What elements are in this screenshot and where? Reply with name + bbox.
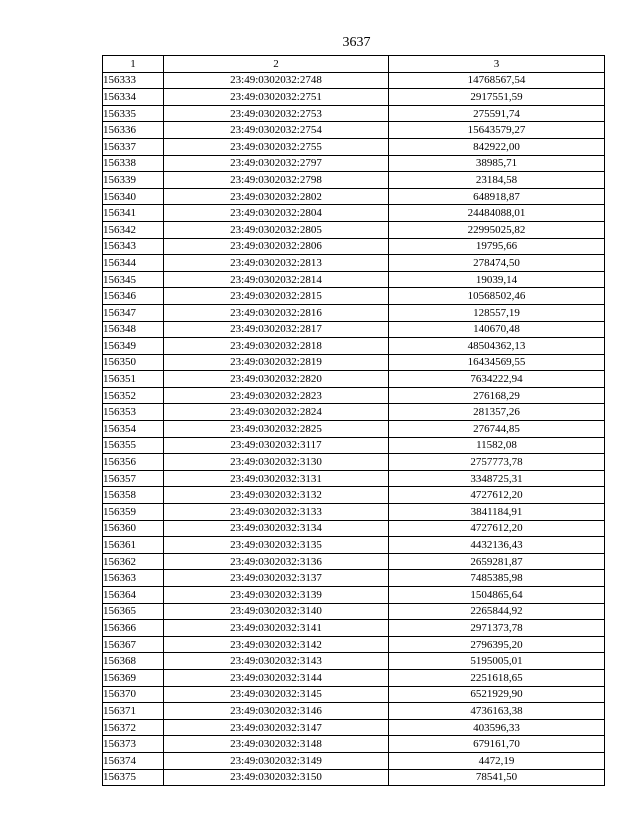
- table-row: [103, 437, 605, 454]
- row-number-cell: 156338: [103, 155, 164, 172]
- cadastral-value-cell: 16434569,55: [389, 354, 605, 371]
- cadastral-number-cell: 23:49:0302032:2806: [164, 238, 389, 255]
- table-row: [103, 155, 605, 172]
- row-number-cell: 156368: [103, 653, 164, 670]
- cadastral-value-cell: 3841184,91: [389, 504, 605, 521]
- cadastral-value-cell: 23184,58: [389, 172, 605, 189]
- cadastral-number-cell: 23:49:0302032:2817: [164, 321, 389, 338]
- row-number-cell: 156354: [103, 421, 164, 438]
- table-row: [103, 686, 605, 703]
- row-number-cell: 156369: [103, 669, 164, 686]
- row-number-cell: 156344: [103, 255, 164, 272]
- table-row: [103, 454, 605, 471]
- page-number: 3637: [342, 35, 371, 50]
- cadastral-value-cell: 10568502,46: [389, 288, 605, 305]
- cadastral-value-cell: 2757773,78: [389, 454, 605, 471]
- cadastral-number-cell: 23:49:0302032:3146: [164, 703, 389, 720]
- table-row: [103, 421, 605, 438]
- table-row: [103, 138, 605, 155]
- table-row: [103, 653, 605, 670]
- cadastral-number-cell: 23:49:0302032:2823: [164, 387, 389, 404]
- cadastral-number-cell: 23:49:0302032:3149: [164, 752, 389, 769]
- table-row: [103, 719, 605, 736]
- cadastral-number-cell: 23:49:0302032:3150: [164, 769, 389, 786]
- row-number-cell: 156345: [103, 271, 164, 288]
- table-row: [103, 504, 605, 521]
- table-row: [103, 520, 605, 537]
- cadastral-value-cell: 38985,71: [389, 155, 605, 172]
- row-number-cell: 156336: [103, 122, 164, 139]
- row-number-cell: 156337: [103, 138, 164, 155]
- table-row: [103, 122, 605, 139]
- row-number-cell: 156374: [103, 752, 164, 769]
- cadastral-number-cell: 23:49:0302032:3139: [164, 587, 389, 604]
- cadastral-number-cell: 23:49:0302032:2815: [164, 288, 389, 305]
- table-row: [103, 338, 605, 355]
- cadastral-number-cell: 23:49:0302032:2816: [164, 304, 389, 321]
- table-row: [103, 205, 605, 222]
- row-number-cell: 156340: [103, 188, 164, 205]
- row-number-cell: 156349: [103, 338, 164, 355]
- cadastral-number-cell: 23:49:0302032:3133: [164, 504, 389, 521]
- cadastral-value-cell: 276744,85: [389, 421, 605, 438]
- cadastral-value-cell: 2659281,87: [389, 553, 605, 570]
- row-number-cell: 156334: [103, 89, 164, 106]
- row-number-cell: 156357: [103, 470, 164, 487]
- cadastral-number-cell: 23:49:0302032:3137: [164, 570, 389, 587]
- table-row: [103, 72, 605, 89]
- cadastral-value-cell: 2796395,20: [389, 636, 605, 653]
- cadastral-number-cell: 23:49:0302032:2825: [164, 421, 389, 438]
- cadastral-number-cell: 23:49:0302032:2798: [164, 172, 389, 189]
- table-row: [103, 89, 605, 106]
- table-row: [103, 587, 605, 604]
- cadastral-number-cell: 23:49:0302032:2813: [164, 255, 389, 272]
- table-row: [103, 752, 605, 769]
- cadastral-number-cell: 23:49:0302032:3132: [164, 487, 389, 504]
- cadastral-number-cell: 23:49:0302032:3141: [164, 620, 389, 637]
- row-number-cell: 156373: [103, 736, 164, 753]
- cadastral-value-cell: 4432136,43: [389, 537, 605, 554]
- cadastral-value-cell: 1504865,64: [389, 587, 605, 604]
- cadastral-value-cell: 11582,08: [389, 437, 605, 454]
- cadastral-number-cell: 23:49:0302032:2751: [164, 89, 389, 106]
- table-row: [103, 371, 605, 388]
- cadastral-number-cell: 23:49:0302032:2805: [164, 221, 389, 238]
- row-number-cell: 156350: [103, 354, 164, 371]
- cadastral-value-cell: 4472,19: [389, 752, 605, 769]
- cadastral-number-cell: 23:49:0302032:2814: [164, 271, 389, 288]
- cadastral-value-cell: 648918,87: [389, 188, 605, 205]
- row-number-cell: 156366: [103, 620, 164, 637]
- cadastral-value-cell: 19039,14: [389, 271, 605, 288]
- cadastral-value-cell: 7485385,98: [389, 570, 605, 587]
- cadastral-number-cell: 23:49:0302032:3130: [164, 454, 389, 471]
- cadastral-number-cell: 23:49:0302032:2819: [164, 354, 389, 371]
- cadastral-value-table: [102, 55, 605, 786]
- row-number-cell: 156367: [103, 636, 164, 653]
- row-number-cell: 156360: [103, 520, 164, 537]
- row-number-cell: 156339: [103, 172, 164, 189]
- cadastral-value-cell: 78541,50: [389, 769, 605, 786]
- table-row: [103, 470, 605, 487]
- table-row: [103, 172, 605, 189]
- row-number-cell: 156370: [103, 686, 164, 703]
- cadastral-number-cell: 23:49:0302032:3147: [164, 719, 389, 736]
- cadastral-value-cell: 4727612,20: [389, 520, 605, 537]
- table-header-row: [103, 56, 605, 73]
- cadastral-number-cell: 23:49:0302032:2797: [164, 155, 389, 172]
- row-number-cell: 156352: [103, 387, 164, 404]
- column-header-3: 3: [389, 56, 605, 73]
- row-number-cell: 156333: [103, 72, 164, 89]
- row-number-cell: 156356: [103, 454, 164, 471]
- table-row: [103, 321, 605, 338]
- table-row: [103, 537, 605, 554]
- row-number-cell: 156335: [103, 105, 164, 122]
- row-number-cell: 156341: [103, 205, 164, 222]
- table-row: [103, 487, 605, 504]
- cadastral-value-cell: 679161,70: [389, 736, 605, 753]
- cadastral-number-cell: 23:49:0302032:3140: [164, 603, 389, 620]
- row-number-cell: 156353: [103, 404, 164, 421]
- cadastral-number-cell: 23:49:0302032:3135: [164, 537, 389, 554]
- cadastral-number-cell: 23:49:0302032:2820: [164, 371, 389, 388]
- cadastral-number-cell: 23:49:0302032:2754: [164, 122, 389, 139]
- table-row: [103, 620, 605, 637]
- table-row: [103, 703, 605, 720]
- cadastral-value-cell: 128557,19: [389, 304, 605, 321]
- row-number-cell: 156363: [103, 570, 164, 587]
- row-number-cell: 156371: [103, 703, 164, 720]
- table-row: [103, 669, 605, 686]
- cadastral-value-cell: 7634222,94: [389, 371, 605, 388]
- cadastral-number-cell: 23:49:0302032:3134: [164, 520, 389, 537]
- cadastral-number-cell: 23:49:0302032:3117: [164, 437, 389, 454]
- table-row: [103, 354, 605, 371]
- cadastral-value-cell: 24484088,01: [389, 205, 605, 222]
- row-number-cell: 156346: [103, 288, 164, 305]
- table-row: [103, 221, 605, 238]
- table-row: [103, 769, 605, 786]
- cadastral-value-cell: 278474,50: [389, 255, 605, 272]
- table-row: [103, 387, 605, 404]
- table-row: [103, 636, 605, 653]
- table-row: [103, 570, 605, 587]
- cadastral-value-cell: 281357,26: [389, 404, 605, 421]
- table-row: [103, 238, 605, 255]
- cadastral-value-cell: 2251618,65: [389, 669, 605, 686]
- table-row: [103, 188, 605, 205]
- table-row: [103, 603, 605, 620]
- cadastral-value-cell: 4727612,20: [389, 487, 605, 504]
- row-number-cell: 156348: [103, 321, 164, 338]
- cadastral-value-cell: 19795,66: [389, 238, 605, 255]
- cadastral-number-cell: 23:49:0302032:3142: [164, 636, 389, 653]
- row-number-cell: 156362: [103, 553, 164, 570]
- table-row: [103, 736, 605, 753]
- row-number-cell: 156361: [103, 537, 164, 554]
- cadastral-value-cell: 15643579,27: [389, 122, 605, 139]
- row-number-cell: 156351: [103, 371, 164, 388]
- cadastral-value-cell: 842922,00: [389, 138, 605, 155]
- cadastral-number-cell: 23:49:0302032:2755: [164, 138, 389, 155]
- row-number-cell: 156372: [103, 719, 164, 736]
- cadastral-number-cell: 23:49:0302032:2802: [164, 188, 389, 205]
- cadastral-value-cell: 3348725,31: [389, 470, 605, 487]
- cadastral-value-cell: 6521929,90: [389, 686, 605, 703]
- cadastral-number-cell: 23:49:0302032:3136: [164, 553, 389, 570]
- cadastral-value-cell: 275591,74: [389, 105, 605, 122]
- cadastral-number-cell: 23:49:0302032:2818: [164, 338, 389, 355]
- cadastral-value-cell: 403596,33: [389, 719, 605, 736]
- row-number-cell: 156358: [103, 487, 164, 504]
- cadastral-value-cell: 4736163,38: [389, 703, 605, 720]
- cadastral-number-cell: 23:49:0302032:2748: [164, 72, 389, 89]
- cadastral-number-cell: 23:49:0302032:3145: [164, 686, 389, 703]
- cadastral-number-cell: 23:49:0302032:3131: [164, 470, 389, 487]
- cadastral-value-cell: 5195005,01: [389, 653, 605, 670]
- row-number-cell: 156359: [103, 504, 164, 521]
- cadastral-value-cell: 2971373,78: [389, 620, 605, 637]
- cadastral-value-cell: 2917551,59: [389, 89, 605, 106]
- column-header-2: 2: [164, 56, 389, 73]
- table-row: [103, 304, 605, 321]
- table-row: [103, 255, 605, 272]
- cadastral-value-cell: 2265844,92: [389, 603, 605, 620]
- cadastral-number-cell: 23:49:0302032:3144: [164, 669, 389, 686]
- cadastral-value-cell: 48504362,13: [389, 338, 605, 355]
- table-row: [103, 105, 605, 122]
- cadastral-number-cell: 23:49:0302032:2824: [164, 404, 389, 421]
- table-row: [103, 271, 605, 288]
- cadastral-value-cell: 276168,29: [389, 387, 605, 404]
- cadastral-number-cell: 23:49:0302032:2804: [164, 205, 389, 222]
- row-number-cell: 156355: [103, 437, 164, 454]
- table-row: [103, 404, 605, 421]
- table-body: [103, 72, 605, 786]
- cadastral-value-cell: 22995025,82: [389, 221, 605, 238]
- row-number-cell: 156343: [103, 238, 164, 255]
- row-number-cell: 156364: [103, 587, 164, 604]
- table-row: [103, 288, 605, 305]
- row-number-cell: 156365: [103, 603, 164, 620]
- cadastral-value-cell: 14768567,54: [389, 72, 605, 89]
- cadastral-number-cell: 23:49:0302032:3143: [164, 653, 389, 670]
- cadastral-value-cell: 140670,48: [389, 321, 605, 338]
- cadastral-number-cell: 23:49:0302032:2753: [164, 105, 389, 122]
- row-number-cell: 156342: [103, 221, 164, 238]
- table-row: [103, 553, 605, 570]
- cadastral-number-cell: 23:49:0302032:3148: [164, 736, 389, 753]
- column-header-1: 1: [103, 56, 164, 73]
- row-number-cell: 156375: [103, 769, 164, 786]
- row-number-cell: 156347: [103, 304, 164, 321]
